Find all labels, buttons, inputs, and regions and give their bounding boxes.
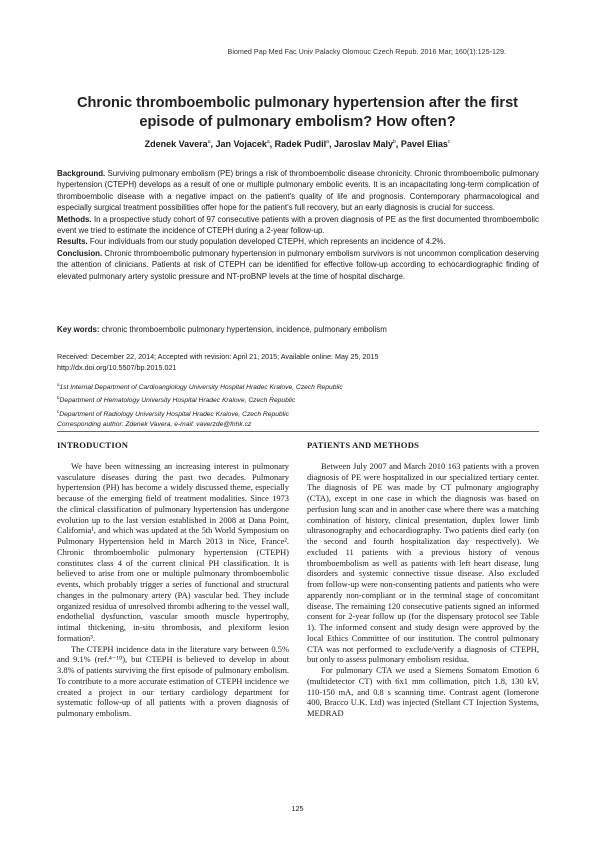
page-number: 125	[291, 804, 304, 813]
author-list: Zdenek Vavera$^a$, Jan Vojacek$^a$, Radek Pudil$^a$, Jaroslav Maly$^b$, Pavel Elias$^c$	[144, 139, 451, 149]
introduction-column	[57, 440, 289, 719]
publication-dates	[57, 351, 539, 373]
abstract-conclusion: Conclusion. Chronic thromboembolic pulmonary hypertension in pulmonary embolism survivors is not uncommon complication deserving the attention of clinicians. Patients at risk of CTEPH can be identified for effective follow-up according to echocardiographic finding of elevated pulmonary artery systolic pressure and NT-proBNP levels at the time of hospital discharge.	[57, 248, 539, 281]
methods-heading: PATIENTS AND METHODS	[307, 440, 420, 450]
intro-paragraph: The CTEPH incidence data in the literature vary between 0.5% and 9.1% (ref.⁴⁻¹⁰), but CTEPH is believed to develop in about 3.8% of patients surviving the first episode of pulmonary embolism. To contribute to a more accurate estimation of CTEPH incidence we created a project in our tertiary cardiology department for systematic follow-up of all patients with a proven diagnosis of pulmonary embolism.	[57, 643, 289, 718]
author: Jaroslav Maly$^b$	[333, 139, 396, 149]
methods-column	[307, 440, 539, 719]
paper-title: Chronic thromboembolic pulmonary hypertension after the first episode of pulmonary embolism? How often?	[76, 95, 519, 130]
received-accepted-dates: Received: December 22, 2014; Accepted with revision: April 21, 2015; Available online: May 25, 2015	[57, 352, 379, 361]
affiliation: $^b$Department of Hematology University Hospital Hradec Kralove, Czech Republic	[57, 395, 296, 405]
doi-link[interactable]: http://dx.doi.org/10.5507/bp.2015.021	[57, 363, 177, 372]
methods-paragraph: Between July 2007 and March 2010 163 patients with a proven diagnosis of PE were hospitalized in our specialized tertiary center. The diagnosis of PE was made by CT pulmonary angiography (CTA), except in one case in which the diagnosis was based on perfusion lung scan and in another case where there was a matching combination of history, clinical presentation, duplex lower limb ultrasonography and echocardiography. Two patients died early (on the second and fourth hospitalization day respectively). We excluded 11 patients with a previous history of venous thromboembolism as well as patients with left heart disease, lung disorders and systemic connective tissue disease. Also excluded from follow-up were non-consenting patients and patients who were apparently non-compliant or in the terminal stage of concomitant disease. The remaining 120 consecutive patients signed an informed consent for 2-year follow up (for the dispensary protocol see Table 1). The informed consent and study design were approved by the local Ethics Committee of our institution. The control pulmonary CTA was not performed to exclude/verify a diagnosis of CTEPH, but only to assess pulmonary embolism residua.	[307, 460, 539, 665]
author: Zdenek Vavera$^a$	[144, 139, 211, 149]
journal-citation: Biomed Pap Med Fac Univ Palacky Olomouc Czech Repub. 2016 Mar; 160(1):125-129.	[227, 47, 506, 56]
intro-paragraph: We have been witnessing an increasing interest in pulmonary vasculature diseases during the past two decades. Pulmonary hypertension (PH) has become a widely discussed theme, especially because of the emerging field of treatment modalities. Since 1973 the clinical classification of pulmonary hypertension has undergone evolution up to the last version established in 2008 at Dana Point, California¹, and which was updated at the 5th World Symposium on Pulmonary Hypertension held in March 2013 in Nice, France². Chronic thromboembolic pulmonary hypertension (CTEPH) constitutes class 4 of the current clinical PH classification. It is believed to arise from one or multiple pulmonary thromboembolic events, which probably trigger a series of functional and structural changes in the pulmonary artery (PA) vascular bed. They include organized residua of unresolved thrombi adhering to the vessel wall, endothelial dysfunction, vascular smooth muscle hypertrophy, intimal thickening, in-situ thrombosis, and plexiform lesion formation³.	[57, 460, 289, 643]
abstract	[57, 168, 539, 282]
corresponding-author: Corresponding author: Zdenek Vavera, e-mail: vaverzde@fnhk.cz	[57, 421, 252, 429]
author: Jan Vojacek$^a$	[215, 139, 270, 149]
methods-paragraph: For pulmonary CTA we used a Siemens Somatom Emotion 6 (multidetector CT) with 6x1 mm collimation, pitch 1.8, 130 kV, 110-150 mA, and 0.8 s scanning time. Contrast agent (Iomerone 400, Bracco U.K. Ltd) was injected (Stellant CT Injection Systems, MEDRAD	[307, 665, 539, 718]
section-divider	[57, 431, 539, 432]
keywords: Key words: chronic thromboembolic pulmonary hypertension, incidence, pulmonary embolism	[57, 325, 387, 334]
abstract-background: Background. Surviving pulmonary embolism (PE) brings a risk of thromboembolic disease chronicity. Chronic thromboembolic pulmonary hypertension (CTEPH) develops as a result of one or multiple pulmonary embolic events. It is an incapacitating long-term complication of thromboembolic disease with a negative impact on the patient's quality of life and prognosis. Contemporary pharmacological and especially surgical treatment possibilities offer hope for the patient's full recovery, but an early diagnosis is crucial for success.	[57, 169, 539, 213]
affiliations	[57, 380, 539, 431]
affiliation: $^c$Department of Radiology University Hospital Hradec Kralove, Czech Republic	[57, 408, 289, 419]
introduction-heading: INTRODUCTION	[57, 440, 129, 450]
affiliation: $^a$1st Internal Department of Cardioangiology University Hospital Hradec Kralove, Czech Republic	[57, 382, 343, 392]
author: Pavel Elias$^c$	[400, 139, 451, 149]
author: Radek Pudil$^a$	[274, 139, 329, 149]
abstract-results: Results. Four individuals from our study population developed CTEPH, which represents an incidence of 4.2%.	[57, 237, 446, 247]
abstract-methods: Methods. In a prospective study cohort of 97 consecutive patients with a proven diagnosis of PE as the first documented thromboembolic event we tried to estimate the incidence of CTEPH during a 2-year follow-up.	[57, 214, 539, 236]
